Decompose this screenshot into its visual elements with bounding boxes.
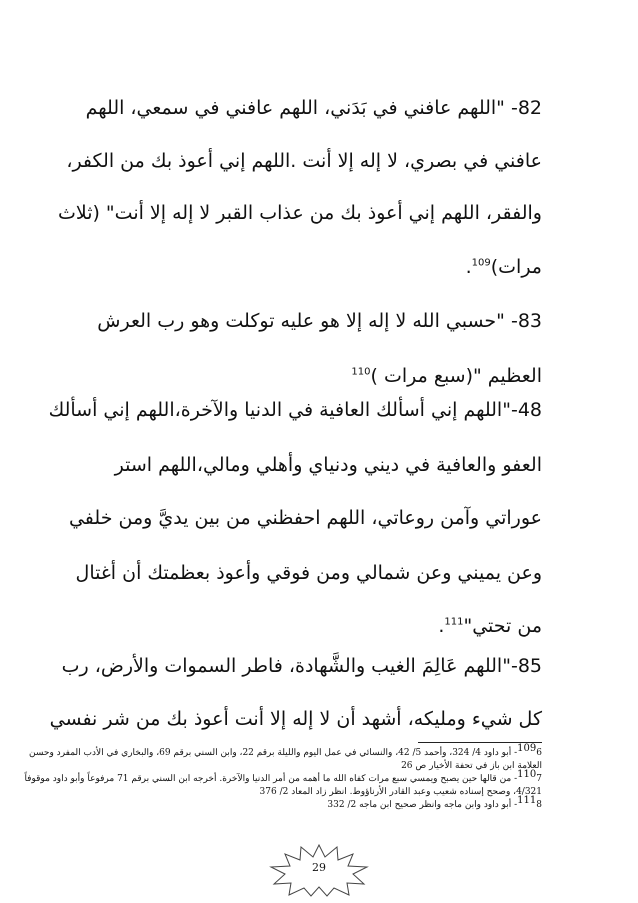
footnote-ref-111: 111	[444, 616, 464, 628]
footnote-111-number: 111	[517, 795, 537, 806]
text-line-2: عافني في بصري، لا إله إلا أنت .اللهم إني أعوذ بك من الكفر،	[66, 150, 542, 172]
text-line-3: والفقر، اللهم إني أعوذ بك من عذاب القبر لا إله إلا أنت" (ثلاث	[57, 202, 542, 224]
text-line-8: العفو والعافية في ديني ودنياي وأهلي ومالي،اللهم استر	[114, 454, 542, 476]
footnote-109-number: 109	[517, 743, 537, 754]
text-line-4-text: مرات)	[490, 256, 542, 278]
footnote-ref-109: 109	[471, 257, 491, 269]
footnote-109-continued: العلامة ابن باز في تحفة الأخيار ص 26	[401, 761, 542, 771]
text-line-9: عوراتي وآمن روعاتي، اللهم احفظني من بين يديَّ ومن خلفي	[68, 507, 542, 529]
footnote-110-continued: 4/321، وصحح إسناده شعيب وعبد القادر الأرناؤوط. انظر زاد المعاد 2/ 376	[259, 787, 542, 797]
text-line-5: 83- "حسبي الله لا إله إلا هو عليه توكلت وهو رب العرش	[97, 310, 542, 332]
footnote-110	[24, 769, 542, 785]
text-line-11	[96, 613, 542, 639]
footnote-111-text: 8- أبو داود وابن ماجه وانظر صحيح ابن ماجه 2/ 332	[327, 800, 542, 810]
text-line-11-text: من تحتي"	[463, 615, 542, 637]
footnote-111	[96, 795, 542, 811]
text-line-7: 48-"اللهم إني أسألك العافية في الدنيا والآخرة،اللهم إني أسألك	[48, 399, 542, 421]
footnote-109-text: 6- أبو داود 4/ 324، وأحمد 5/ 42، والنسائي في عمل اليوم والليلة برقم 22، وابن السني برقم 69، والبخاري في الأدب المفرد وحسن	[29, 748, 542, 758]
text-line-11-dot: .	[438, 615, 445, 637]
text-line-10: وعن يميني وعن شمالي ومن فوقي وأعوذ بعظمتك أن أغتال	[75, 562, 542, 584]
text-line-4	[96, 254, 542, 280]
text-line-4-dot: .	[465, 256, 472, 278]
footnote-109	[29, 743, 542, 759]
text-line-13: كل شيء ومليكه، أشهد أن لا إله إلا أنت أعوذ بك من شر نفسي	[49, 708, 542, 730]
text-line-12: 85-"اللهم عَالِمَ الغيب والشَّهادة، فاطر السموات والأرض، رب	[61, 655, 542, 677]
footnote-ref-110: 110	[351, 366, 371, 378]
text-line-6-text: العظيم "(سبع مرات )	[370, 365, 542, 387]
page-number: 29	[312, 861, 326, 874]
text-line-6	[96, 363, 542, 389]
footnote-110-text: 7- من قالها حين يصبح ويمسي سبع مرات كفاه الله ما أهمه من أمر الدنيا والآخرة. أخرجه ابن السني برقم 71 مرفوعاً وأبو داود موقوفاً	[24, 774, 542, 784]
footnote-110-number: 110	[517, 769, 537, 780]
text-line-1: 82- "اللهم عافني في بَدَني، اللهم عافني في سمعي، اللهم	[85, 97, 542, 119]
